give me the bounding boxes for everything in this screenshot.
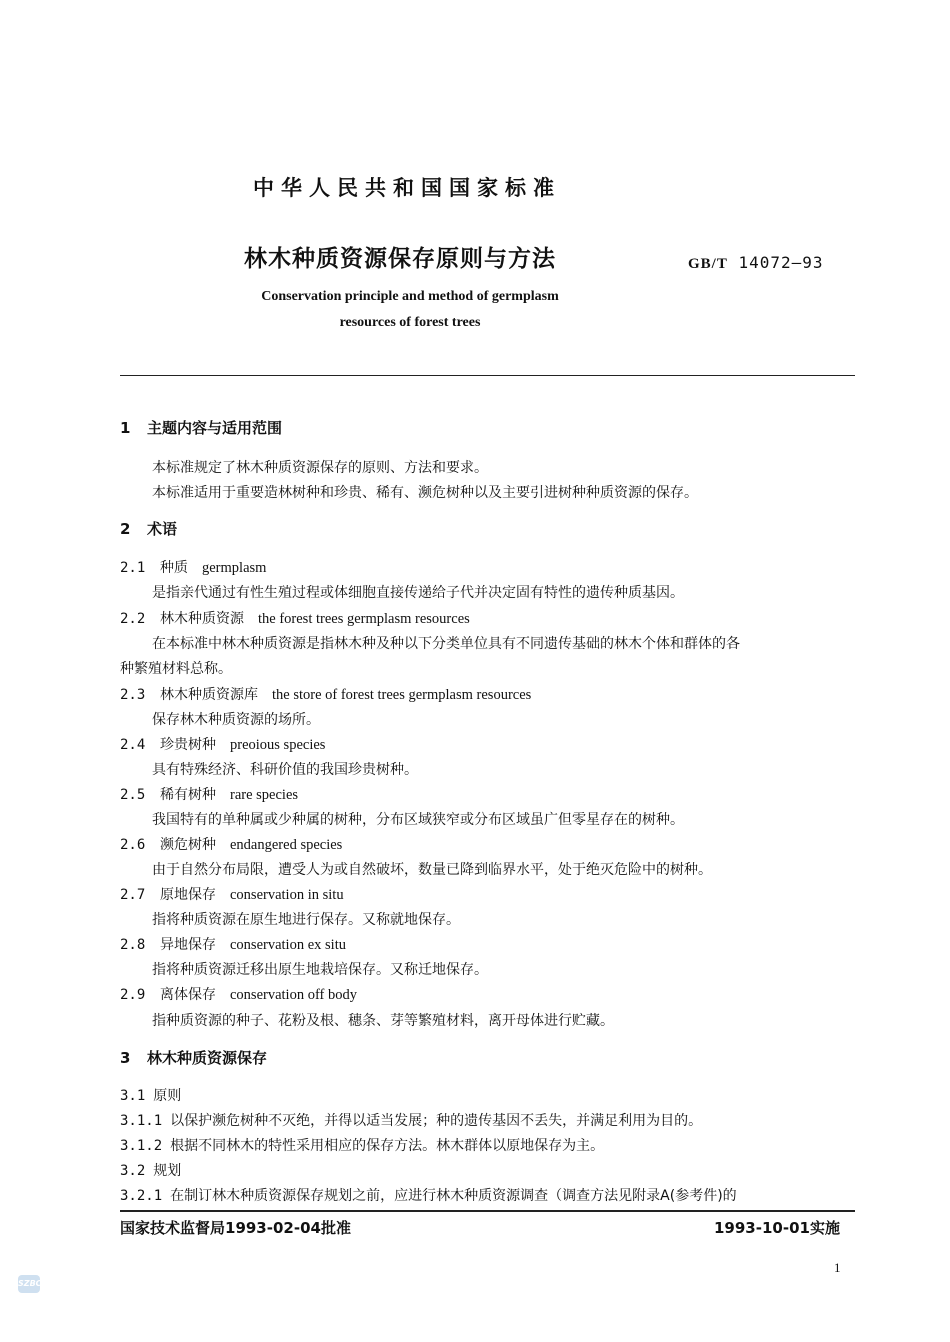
watermark-logo-icon: SZBC	[18, 1275, 40, 1293]
term-2-7-definition: 指将种质资源在原生地进行保存。又称就地保存。	[152, 912, 460, 928]
term-cn: 异地保存	[160, 937, 216, 953]
term-en: the store of forest trees germplasm resources	[272, 687, 532, 703]
clause-number: 3.1.1	[120, 1113, 163, 1129]
term-cn: 濒危树种	[160, 837, 216, 853]
term-2-4-definition: 具有特殊经济、科研价值的我国珍贵树种。	[152, 762, 418, 778]
page-number: 1	[834, 1260, 841, 1275]
clause-number: 3.1	[120, 1088, 146, 1104]
clause-number: 3.1.2	[120, 1138, 163, 1154]
term-2-6	[120, 834, 342, 854]
footer-divider	[120, 1210, 855, 1212]
term-2-5-definition: 我国特有的单种属或少种属的树种，分布区域狭窄或分布区域虽广但零星存在的树种。	[152, 812, 684, 828]
term-cn: 林木种质资源库	[160, 687, 258, 703]
term-number: 2.1	[120, 560, 146, 576]
section-number: 2	[120, 520, 131, 538]
title-chinese: 林木种质资源保存原则与方法	[244, 246, 556, 272]
term-en: conservation ex situ	[230, 937, 346, 953]
term-2-2-definition-cont: 种繁殖材料总称。	[120, 661, 232, 677]
section-title: 术语	[147, 520, 178, 538]
standard-code: 14072—93	[738, 253, 824, 272]
term-en: rare species	[230, 787, 299, 803]
term-en: conservation in situ	[230, 887, 344, 903]
section-1-para-1: 本标准规定了林木种质资源保存的原则、方法和要求。	[152, 460, 488, 476]
standard-prefix: GB/T	[688, 256, 728, 272]
term-number: 2.8	[120, 937, 146, 953]
section-title: 林木种质资源保存	[147, 1049, 268, 1067]
term-en: preoious species	[230, 737, 326, 753]
effective-date: 1993-10-01实施	[714, 1219, 840, 1237]
term-2-1	[120, 557, 266, 577]
term-number: 2.5	[120, 787, 146, 803]
section-2-heading	[120, 518, 177, 539]
term-cn: 离体保存	[160, 987, 216, 1003]
term-cn: 林木种质资源	[160, 611, 244, 627]
term-cn: 种质	[160, 560, 188, 576]
term-number: 2.9	[120, 987, 146, 1003]
section-1-para-2: 本标准适用于重要造林树种和珍贵、稀有、濒危树种以及主要引进树种种质资源的保存。	[152, 485, 698, 501]
clause-3-1	[120, 1085, 181, 1105]
term-en: germplasm	[202, 560, 267, 576]
term-2-9-definition: 指种质资源的种子、花粉及根、穗条、芽等繁殖材料，离开母体进行贮藏。	[152, 1013, 614, 1029]
term-number: 2.3	[120, 687, 146, 703]
term-cn: 珍贵树种	[160, 737, 216, 753]
section-3-heading	[120, 1047, 267, 1068]
term-2-3	[120, 684, 531, 704]
approval-date: 国家技术监督局1993-02-04批准	[120, 1219, 351, 1237]
term-2-8	[120, 934, 346, 954]
term-number: 2.7	[120, 887, 146, 903]
term-2-2-definition: 在本标准中林木种质资源是指林木种及种以下分类单位具有不同遗传基础的林木个体和群体的各	[152, 636, 740, 652]
term-number: 2.2	[120, 611, 146, 627]
clause-3-2-1	[120, 1185, 737, 1205]
section-1-heading	[120, 417, 282, 438]
clause-3-1-1	[120, 1110, 702, 1130]
clause-text: 原则	[153, 1088, 182, 1104]
section-number: 3	[120, 1049, 131, 1067]
term-number: 2.6	[120, 837, 146, 853]
term-cn: 稀有树种	[160, 787, 216, 803]
clause-text: 规划	[153, 1163, 182, 1179]
term-2-6-definition: 由于自然分布局限，遭受人为或自然破坏，数量已降到临界水平，处于绝灭危险中的树种。	[152, 862, 712, 878]
term-2-4	[120, 734, 325, 754]
section-number: 1	[120, 419, 131, 437]
clause-3-2	[120, 1160, 181, 1180]
term-2-3-definition: 保存林木种质资源的场所。	[152, 712, 320, 728]
clause-text: 根据不同林木的特性采用相应的保存方法。林木群体以原地保存为主。	[170, 1138, 605, 1154]
clause-text: 在制订林木种质资源保存规划之前，应进行林木种质资源调查（调查方法见附录A(参考件)的	[170, 1188, 737, 1204]
standard-number	[688, 253, 824, 273]
term-en: the forest trees germplasm resources	[258, 611, 470, 627]
term-2-9	[120, 984, 357, 1004]
term-cn: 原地保存	[160, 887, 216, 903]
term-2-8-definition: 指将种质资源迁移出原生地栽培保存。又称迁地保存。	[152, 962, 488, 978]
clause-number: 3.2.1	[120, 1188, 163, 1204]
term-number: 2.4	[120, 737, 146, 753]
term-en: conservation off body	[230, 987, 357, 1003]
term-2-7	[120, 884, 344, 904]
term-2-1-definition: 是指亲代通过有性生殖过程或体细胞直接传递给子代并决定固有特性的遗传种质基因。	[152, 585, 684, 601]
term-2-5	[120, 784, 298, 804]
national-standard-heading: 中华人民共和国国家标准	[253, 176, 561, 200]
term-en: endangered species	[230, 837, 343, 853]
header-divider	[120, 375, 855, 376]
term-2-2	[120, 608, 470, 628]
section-title: 主题内容与适用范围	[147, 419, 283, 437]
clause-3-1-2	[120, 1135, 604, 1155]
clause-number: 3.2	[120, 1163, 146, 1179]
clause-text: 以保护濒危树种不灭绝，并得以适当发展；种的遗传基因不丢失，并满足利用为目的。	[170, 1113, 703, 1129]
title-english-line1: Conservation principle and method of germplasm	[261, 289, 559, 304]
title-english-line2: resources of forest trees	[339, 315, 481, 330]
